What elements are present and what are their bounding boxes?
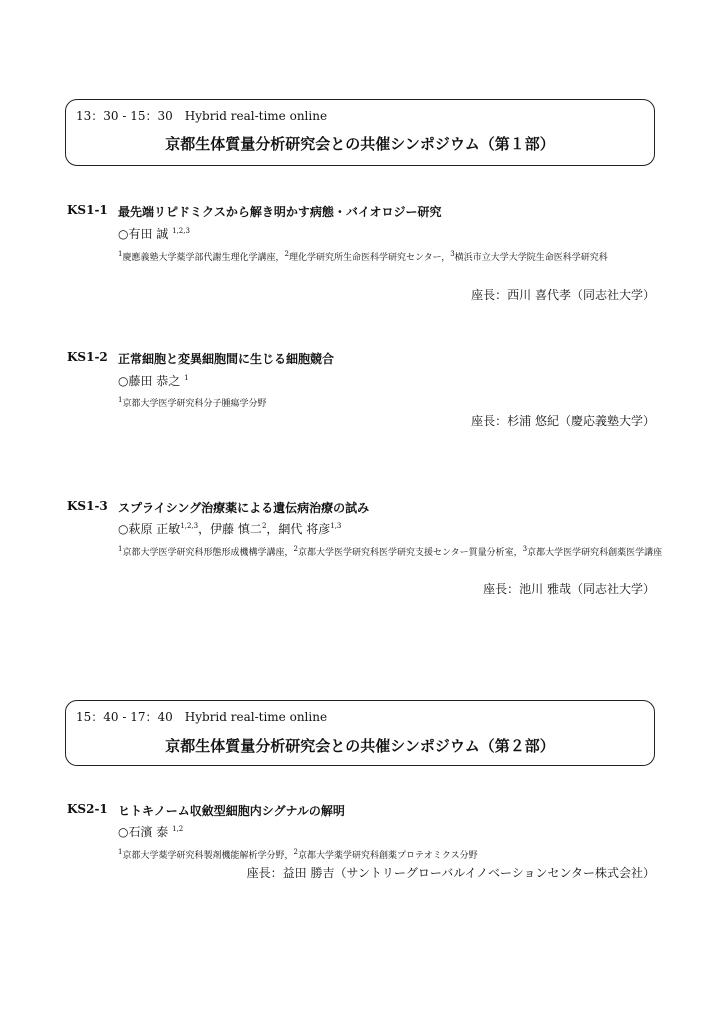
session-title: 京都生体質量分析研究会との共催シンポジウム（第２部） (165, 737, 555, 755)
talk-chair: 座長：益田 勝吉（サントリーグローバルイノベーションセンター株式会社） (246, 866, 655, 880)
author-name: ，網代 将彦 (266, 522, 331, 536)
author-affil-sup: 2 (261, 522, 267, 530)
talk-title: 最先端リピドミクスから解き明かす病態・バイオロジー研究 (118, 205, 442, 219)
author-name: ，伊藤 慎二 (198, 522, 262, 536)
affil-text: 京都大学医学研究科創薬医学講座 (527, 548, 663, 558)
affil-text: 京都大学医学研究科形態形成機構学講座， (122, 548, 294, 558)
talk-affiliations (118, 541, 666, 562)
affil-sup: 1 (118, 250, 123, 258)
affil-sup: 2 (284, 250, 289, 258)
affil-sup: 2 (293, 848, 298, 856)
talk-chair: 座長：西川 喜代孝（同志社大学） (471, 288, 655, 302)
session-header-1 (65, 99, 655, 166)
talk-authors (118, 520, 341, 537)
affil-sup: 1 (118, 396, 123, 404)
author-affil-sup: 1,2 (172, 825, 184, 833)
affil-sup: 3 (450, 250, 455, 258)
affil-text: 慶應義塾大学薬学部代謝生理化学講座， (122, 253, 285, 263)
session-header-2 (65, 700, 655, 766)
affil-text: 京都大学医学研究科分子腫瘍学分野 (122, 399, 267, 409)
talk-title: スプライシング治療薬による遺伝病治療の試み (118, 501, 370, 515)
talk-code: KS1-3 (67, 499, 108, 513)
talk-title: 正常細胞と変異細胞間に生じる細胞競合 (118, 352, 335, 366)
affil-text: 京都大学医学研究科医学研究支援センター質量分析室， (297, 548, 523, 558)
talk-chair: 座長：杉浦 悠紀（慶応義塾大学） (471, 414, 655, 428)
session-time: 13：30 - 15：30 Hybrid real-time online (76, 109, 328, 123)
talk-authors (118, 372, 189, 389)
author-name: ○有田 誠 (118, 227, 169, 241)
talk-affiliations (118, 844, 666, 865)
talk-title: ヒトキノーム収斂型細胞内シグナルの解明 (118, 804, 345, 818)
author-name: ○萩原 正敏 (118, 522, 181, 536)
session-time: 15：40 - 17：40 Hybrid real-time online (76, 710, 328, 724)
session-title: 京都生体質量分析研究会との共催シンポジウム（第１部） (165, 135, 555, 153)
affil-sup: 1 (118, 848, 123, 856)
author-affil-sup: 1 (184, 374, 189, 382)
talk-affiliations (118, 246, 666, 267)
affil-sup: 3 (522, 545, 528, 553)
affil-sup: 1 (118, 545, 123, 553)
author-affil-sup: 1,2,3 (172, 227, 190, 235)
talk-code: KS2-1 (67, 802, 108, 816)
talk-code: KS1-1 (67, 203, 108, 217)
author-name: ○石濱 泰 (118, 825, 169, 839)
affil-text: 京都大学薬学研究科製剤機能解析学分野， (122, 851, 294, 861)
talk-chair: 座長：池川 雅哉（同志社大学） (483, 582, 655, 596)
author-affil-sup: 1,2,3 (180, 522, 199, 530)
talk-affiliations (118, 392, 666, 413)
talk-authors (118, 823, 183, 840)
affil-sup: 2 (293, 545, 298, 553)
author-name: ○藤田 恭之 (118, 374, 181, 388)
affil-text: 理化学研究所生命医科学研究センター， (288, 253, 451, 263)
talk-code: KS1-2 (67, 350, 108, 364)
talk-authors (118, 225, 190, 242)
affil-text: 横浜市立大学大学院生命医科学研究科 (454, 253, 608, 263)
author-affil-sup: 1,3 (330, 522, 342, 530)
affil-text: 京都大学薬学研究科創薬プロテオミクス分野 (297, 851, 478, 861)
